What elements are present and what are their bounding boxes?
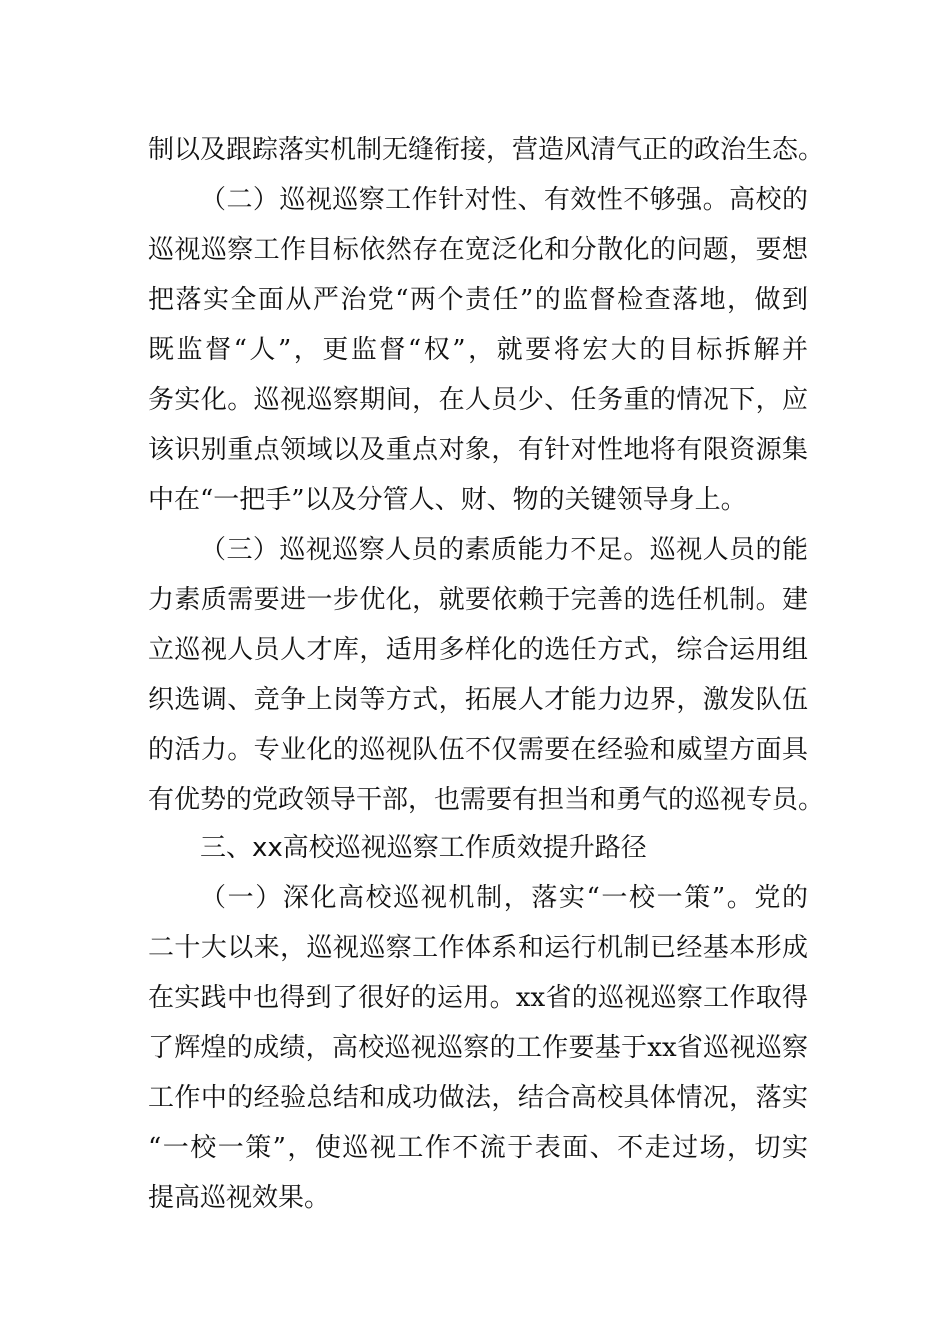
paragraph-line: 把落实全面从严治党“两个责任”的监督检查落地，做到 [148,285,808,315]
paragraph-line: 的活力。专业化的巡视队伍不仅需要在经验和威望方面具 [148,735,808,765]
paragraph-line: 有优势的党政领导干部，也需要有担当和勇气的巡视专员。 [148,785,825,815]
paragraph-line: 务实化。巡视巡察期间，在人员少、任务重的情况下，应 [148,385,808,415]
paragraph-line: 力素质需要进一步优化，就要依赖于完善的选任机制。建 [148,585,808,615]
paragraph-line: 该识别重点领域以及重点对象，有针对性地将有限资源集 [148,435,808,465]
paragraph-line: 中在“一把手”以及分管人、财、物的关键领导身上。 [148,485,747,515]
paragraph-line: 在实践中也得到了很好的运用。xx省的巡视巡察工作取得 [148,983,808,1013]
paragraph-line: 提高巡视效果。 [148,1183,331,1213]
paragraph-line: “一校一策”，使巡视工作不流于表面、不走过场，切实 [148,1133,808,1163]
section-heading: 三、xx高校巡视巡察工作质效提升路径 [200,833,647,863]
paragraph-line: （三）巡视巡察人员的素质能力不足。巡视人员的能 [200,535,808,565]
paragraph-line: 制以及跟踪落实机制无缝衔接，营造风清气正的政治生态。 [148,135,825,165]
paragraph-line: 工作中的经验总结和成功做法，结合高校具体情况，落实 [148,1083,808,1113]
paragraph-line: （二）巡视巡察工作针对性、有效性不够强。高校的 [200,185,808,215]
paragraph-line: 了辉煌的成绩，高校巡视巡察的工作要基于xx省巡视巡察 [148,1033,808,1063]
paragraph-line: 立巡视人员人才库，适用多样化的选任方式，综合运用组 [148,635,808,665]
paragraph-line: 织选调、竞争上岗等方式，拓展人才能力边界，激发队伍 [148,685,808,715]
paragraph-line: 巡视巡察工作目标依然存在宽泛化和分散化的问题，要想 [148,235,808,265]
paragraph-line: （一）深化高校巡视机制，落实“一校一策”。党的 [200,883,808,913]
paragraph-line: 二十大以来，巡视巡察工作体系和运行机制已经基本形成 [148,933,808,963]
paragraph-line: 既监督“人”，更监督“权”，就要将宏大的目标拆解并 [148,335,808,365]
